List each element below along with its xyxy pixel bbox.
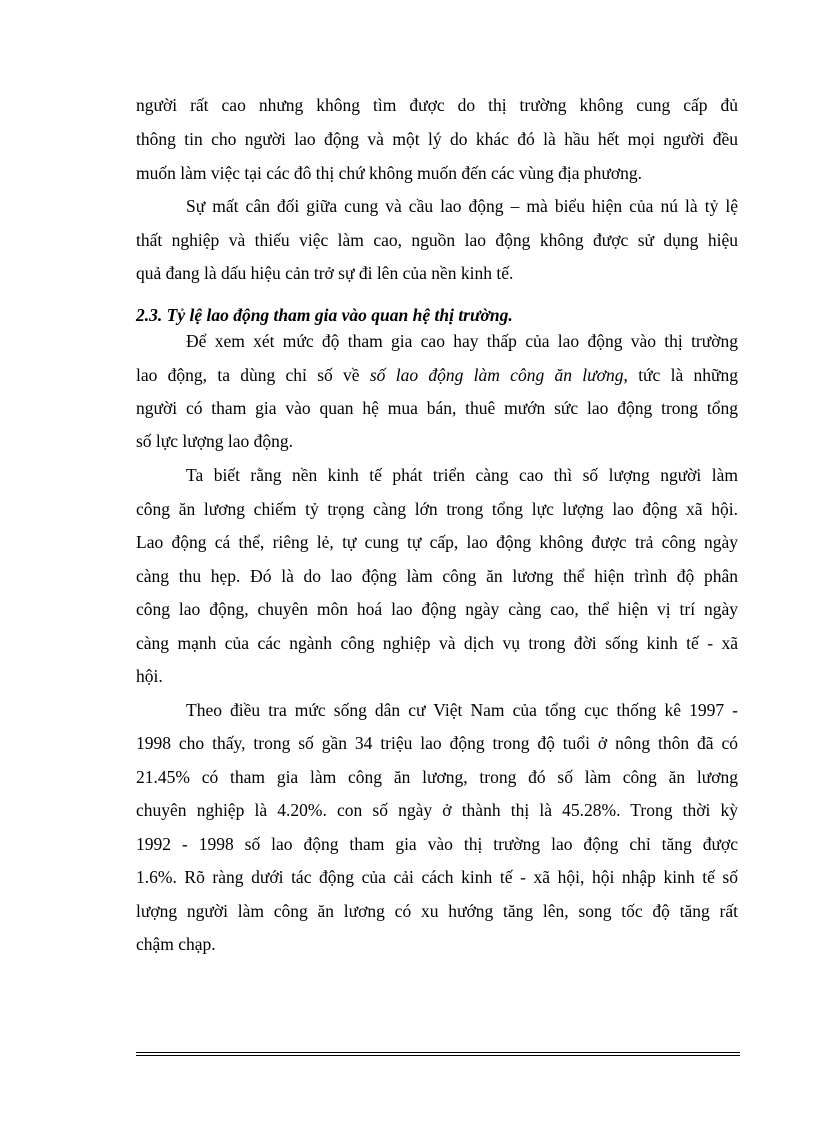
paragraph-1-line-2: thông tin cho người lao động và một lý do khác đó là hầu hết mọi người đều xyxy=(136,129,738,149)
paragraph-2-line-1: Sự mất cân đối giữa cung và cầu lao động – mà biểu hiện của nú là tỷ lệ xyxy=(186,196,738,216)
paragraph-4-line-6: càng mạnh của các ngành công nghiệp và dịch vụ trong đời sống kinh tế - xã xyxy=(136,633,738,653)
paragraph-4-line-5: công lao động, chuyên môn hoá lao động ngày càng cao, thể hiện vị trí ngày xyxy=(136,599,738,619)
paragraph-5-line-1: Theo điều tra mức sống dân cư Việt Nam của tổng cục thống kê 1997 - xyxy=(186,700,738,720)
paragraph-5-line-3: 21.45% có tham gia làm công ăn lương, trong đó số làm công ăn lương xyxy=(136,767,738,787)
paragraph-3-italic-term: số lao động làm công ăn lương xyxy=(369,365,624,385)
paragraph-5-line-8: chậm chạp. xyxy=(136,934,216,954)
paragraph-5-line-5: 1992 - 1998 số lao động tham gia vào thị trường lao động chỉ tăng được xyxy=(136,834,738,854)
paragraph-3-line-2 xyxy=(136,360,738,390)
paragraph-3-line-1: Để xem xét mức độ tham gia cao hay thấp của lao động vào thị trường xyxy=(186,331,738,351)
paragraph-5-line-7: lượng người làm công ăn lương có xu hướng tăng lên, song tốc độ tăng rất xyxy=(136,901,738,921)
paragraph-1-line-3: muốn làm việc tại các đô thị chứ không muốn đến các vùng địa phương. xyxy=(136,163,642,183)
paragraph-4-line-3: Lao động cá thể, riêng lẻ, tự cung tự cấp, lao động không được trả công ngày xyxy=(136,532,738,552)
paragraph-2-line-3: quả đang là dấu hiệu cản trở sự đi lên của nền kinh tế. xyxy=(136,263,514,283)
paragraph-1-line-1: người rất cao nhưng không tìm được do thị trường không cung cấp đủ xyxy=(136,95,738,115)
paragraph-4-line-1: Ta biết rằng nền kinh tế phát triển càng cao thì số lượng người làm xyxy=(186,465,738,485)
paragraph-3-line-2-before: lao động, ta dùng chỉ số về xyxy=(136,365,370,385)
paragraph-4-line-7: hội. xyxy=(136,666,163,686)
paragraph-3-line-4: số lực lượng lao động. xyxy=(136,431,294,451)
paragraph-4-line-4: càng thu hẹp. Đó là do lao động làm công ăn lương thể hiện trình độ phân xyxy=(136,566,738,586)
paragraph-5-line-6: 1.6%. Rõ ràng dưới tác động của cải cách kinh tế - xã hội, hội nhập kinh tế số xyxy=(136,867,738,887)
footer-double-rule xyxy=(136,1052,740,1056)
paragraph-2-line-2: thất nghiệp và thiếu việc làm cao, nguồn lao động không được sử dụng hiệu xyxy=(136,230,738,250)
paragraph-3-line-2-after: , tức là những xyxy=(623,365,738,385)
section-heading: 2.3. Tỷ lệ lao động tham gia vào quan hệ thị trường. xyxy=(136,305,513,325)
paragraph-5-line-4: chuyên nghiệp là 4.20%. con số ngày ở thành thị là 45.28%. Trong thời kỳ xyxy=(136,800,738,820)
paragraph-5-line-2: 1998 cho thấy, trong số gần 34 triệu lao động trong độ tuổi ở nông thôn đã có xyxy=(136,733,738,753)
paragraph-3-line-3: người có tham gia vào quan hệ mua bán, thuê mướn sức lao động trong tổng xyxy=(136,398,738,418)
paragraph-4-line-2: công ăn lương chiếm tỷ trọng càng lớn trong tổng lực lượng lao động xã hội. xyxy=(136,499,738,519)
